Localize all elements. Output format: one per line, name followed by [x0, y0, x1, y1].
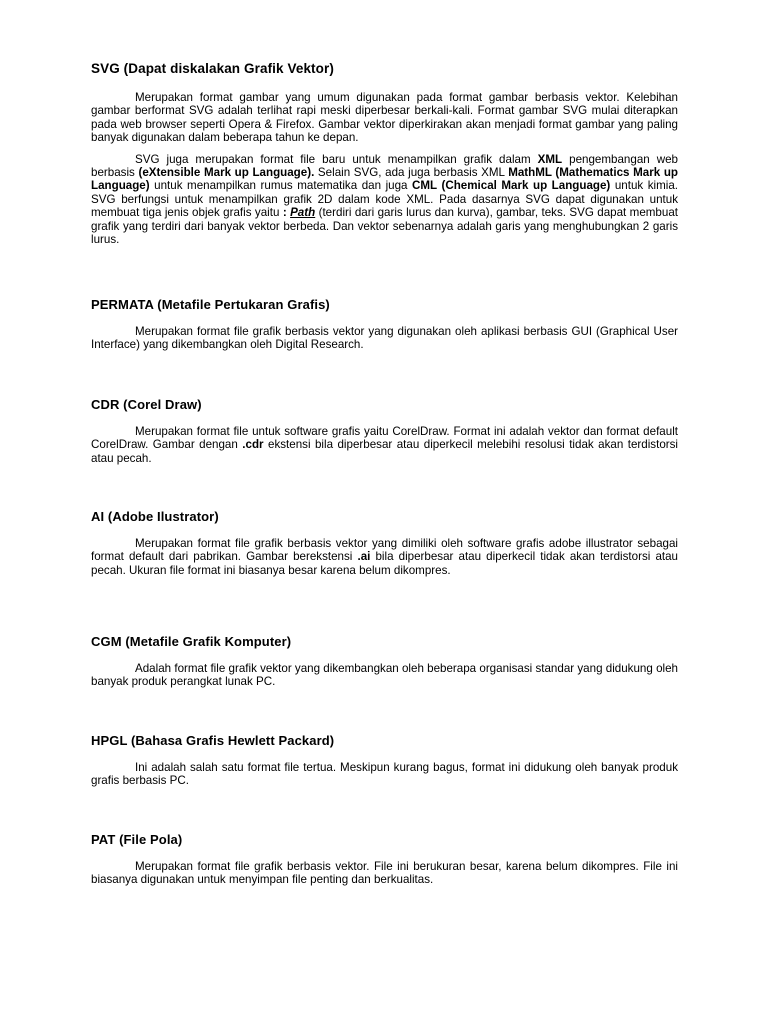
bold-term-ai: .ai — [357, 550, 371, 564]
section-heading-pat: PAT (File Pola) — [91, 832, 183, 847]
bold-term-cdr: .cdr — [242, 438, 264, 452]
section-pat — [91, 832, 678, 887]
text-run: untuk kimia. SVG berfungsi untuk menampilkan grafik 2D dalam kode XML. Pada dasarnya SVG dapat digunakan untuk membuat tiga jenis objek grafis yaitu — [91, 179, 678, 220]
paragraph-svg-1: Merupakan format gambar yang umum digunakan pada format gambar berbasis vektor. Kelebihan gambar berformat SVG adalah terlihat rapi meski diperbesar berkali-kali. Format gambar SVG mulai diterapkan pada web browser seperti Opera & Firefox. Gambar vektor diperkirakan akan menjadi format gambar yang paling banyak digunakan dalam beberapa tahun ke depan. — [91, 91, 678, 145]
text-run: (terdiri dari garis lurus dan kurva), gambar, teks. SVG dapat membuat grafik yang terdiri dari banyak vektor berbeda. Dan vektor sebenarnya adalah garis yang menghubungkan 2 garis lurus. — [91, 206, 678, 247]
text-run: bila diperbesar atau diperkecil tidak akan terdistorsi atau pecah. Ukuran file format ini biasanya besar karena belum dikompres. — [91, 550, 679, 577]
text-run: untuk menampilkan rumus matematika dan juga — [149, 179, 413, 193]
bold-term-path: Path — [290, 206, 316, 220]
text-run: ekstensi bila diperbesar atau diperkecil melebihi resolusi tidak akan terdistorsi atau pecah. — [91, 438, 678, 465]
text-run: Merupakan format file untuk software grafis yaitu CorelDraw. Format ini adalah vektor dan format default CorelDraw. Gambar dengan — [91, 425, 678, 452]
bold-term-cml: CML (Chemical Mark up Language) — [412, 179, 611, 193]
paragraph-hpgl: Ini adalah salah satu format file tertua. Meskipun kurang bagus, format ini didukung oleh banyak produk grafis berbasis PC. — [91, 761, 678, 788]
paragraph-permata: Merupakan format file grafik berbasis vektor yang digunakan oleh aplikasi berbasis GUI (Graphical User Interface) yang dikembangkan oleh Digital Research. — [91, 325, 678, 352]
section-heading-hpgl: HPGL (Bahasa Grafis Hewlett Packard) — [91, 733, 335, 748]
bold-colon: : — [282, 206, 291, 220]
bold-term-xml: XML — [537, 152, 563, 166]
text-run: Merupakan format file grafik berbasis vektor yang dimiliki oleh software grafis adobe illustrator sebagai format default dari pabrikan. Gambar berekstensi — [91, 537, 678, 564]
section-ai — [91, 509, 678, 577]
paragraph-ai — [91, 537, 678, 577]
section-heading-cdr: CDR (Corel Draw) — [91, 397, 202, 412]
section-heading-svg: SVG (Dapat diskalakan Grafik Vektor) — [91, 61, 334, 76]
paragraph-cdr — [91, 425, 678, 465]
paragraph-pat: Merupakan format file grafik berbasis vektor. File ini berukuran besar, karena belum dikompres. File ini biasanya digunakan untuk menyimpan file penting dan berkualitas. — [91, 860, 678, 887]
bold-term-mathml: MathML (Mathematics Mark up Language) — [91, 166, 678, 193]
paragraph-cgm: Adalah format file grafik vektor yang dikembangkan oleh beberapa organisasi standar yang didukung oleh banyak produk perangkat lunak PC. — [91, 662, 678, 689]
section-svg — [91, 61, 678, 246]
bold-term-extensible: (eXtensible Mark up Language). — [138, 166, 315, 180]
text-run: Selain SVG, ada juga berbasis XML — [314, 166, 509, 180]
section-cdr — [91, 397, 678, 465]
section-heading-cgm: CGM (Metafile Grafik Komputer) — [91, 634, 292, 649]
text-run: SVG juga merupakan format file baru untuk menampilkan grafik dalam — [135, 152, 538, 166]
section-hpgl — [91, 733, 678, 788]
text-run: pengembangan web berbasis — [91, 152, 678, 180]
section-heading-ai: AI (Adobe Ilustrator) — [91, 509, 219, 524]
paragraph-svg-2 — [91, 153, 678, 247]
section-permata — [91, 297, 678, 352]
section-heading-permata: PERMATA (Metafile Pertukaran Grafis) — [91, 297, 330, 312]
section-cgm — [91, 634, 678, 689]
